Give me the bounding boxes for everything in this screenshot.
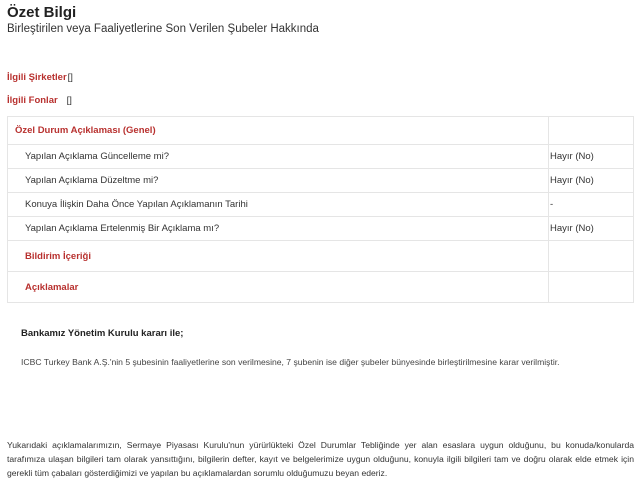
related-companies [7, 72, 73, 83]
related-funds [7, 95, 72, 106]
section-notification-content: Bildirim İçeriği [8, 241, 549, 272]
related-companies-label[interactable]: İlgili Şirketler [7, 72, 67, 83]
table-header-row [8, 117, 634, 145]
answer-deferred: Hayır (No) [549, 217, 634, 241]
answer-correction: Hayır (No) [549, 169, 634, 193]
table-row [8, 193, 634, 217]
answer-update: Hayır (No) [549, 145, 634, 169]
page-subtitle: Birleştirilen veya Faaliyetlerine Son Verilen Şubeler Hakkında [7, 23, 319, 35]
question-correction: Yapılan Açıklama Düzeltme mi? [8, 169, 549, 193]
question-previous-date: Konuya İlişkin Daha Önce Yapılan Açıklamanın Tarihi [8, 193, 549, 217]
board-decision-text: ICBC Turkey Bank A.Ş.'nin 5 şubesinin faaliyetlerine son verilmesine, 7 şubenin ise diğer şubeler bünyesinde birleştirilmesine karar verilmiştir. [21, 357, 560, 367]
related-funds-label[interactable]: İlgili Fonlar [7, 95, 58, 106]
section-notification-empty [549, 241, 634, 272]
question-deferred: Yapılan Açıklama Ertelenmiş Bir Açıklama mı? [8, 217, 549, 241]
section-row [8, 241, 634, 272]
disclaimer-text: Yukarıdaki açıklamalarımızın, Sermaye Piyasası Kurulu'nun yürürlükteki Özel Durumlar Tebliğinde yer alan esaslara uygun olduğunu, bu konuda/konularda tarafımıza ulaşan bilgileri tam olarak yansıttığını, bilgilerin defter, kayıt ve belgelerimize uygun olduğunu, konuyla ilgili bilgileri tam ve doğru olarak elde etmek için gerekli tüm çabaları gösterdiğimizi ve yapılan bu açıklamalardan sorumlu olduğumuzu beyan ederiz. [7, 440, 634, 478]
table-header: Özel Durum Açıklaması (Genel) [8, 117, 549, 145]
disclosure-table [7, 116, 634, 303]
answer-previous-date: - [549, 193, 634, 217]
page-title: Özet Bilgi [7, 4, 77, 21]
board-decision-heading: Bankamız Yönetim Kurulu kararı ile; [21, 328, 184, 339]
section-explanations: Açıklamalar [8, 272, 549, 303]
related-companies-value: [] [67, 72, 73, 83]
section-row [8, 272, 634, 303]
related-funds-value: [] [66, 95, 72, 106]
question-update: Yapılan Açıklama Güncelleme mi? [8, 145, 549, 169]
table-row [8, 169, 634, 193]
table-row [8, 217, 634, 241]
section-explanations-empty [549, 272, 634, 303]
table-row [8, 145, 634, 169]
table-header-empty [549, 117, 634, 145]
